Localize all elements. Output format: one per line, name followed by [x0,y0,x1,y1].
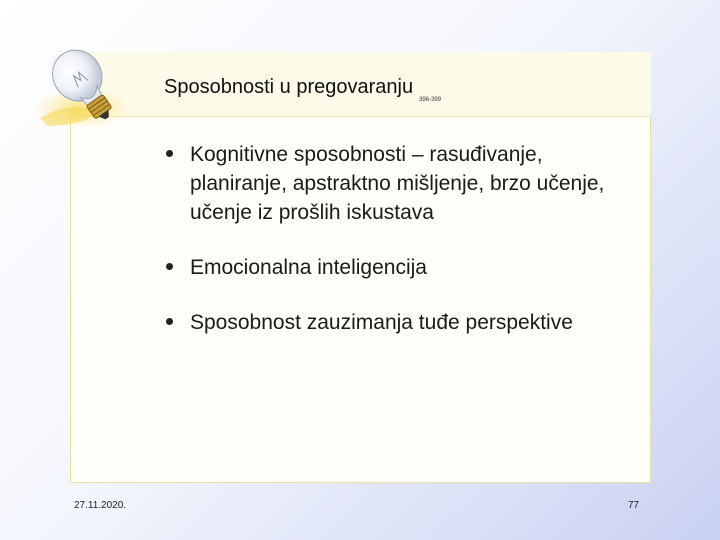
slide-title [164,76,441,103]
bullet-text: Kognitivne sposobnosti – rasuđivanje, planiranje, apstraktno mišljenje, brzo učenje, učenje iz prošlih iskustava [190,143,605,224]
slide-title-text: Sposobnosti u pregovaranju [164,76,414,98]
page-number: 77 [628,500,640,511]
bullet-text: Emocionalna inteligencija [190,256,427,279]
bullet-dot [166,263,173,270]
bullet-text: Sposobnost zauzimanja tuđe perspektive [190,311,573,334]
bullet-dot [166,318,173,325]
bullet-list [166,140,626,337]
light-bulb-icon [30,30,150,140]
bullet-item [166,253,626,282]
bullet-item [166,308,626,337]
bullet-item [166,140,626,227]
bullet-dot [166,150,173,157]
footer-date: 27.11.2020. [74,500,127,511]
page-reference: 396-399 [419,97,442,103]
